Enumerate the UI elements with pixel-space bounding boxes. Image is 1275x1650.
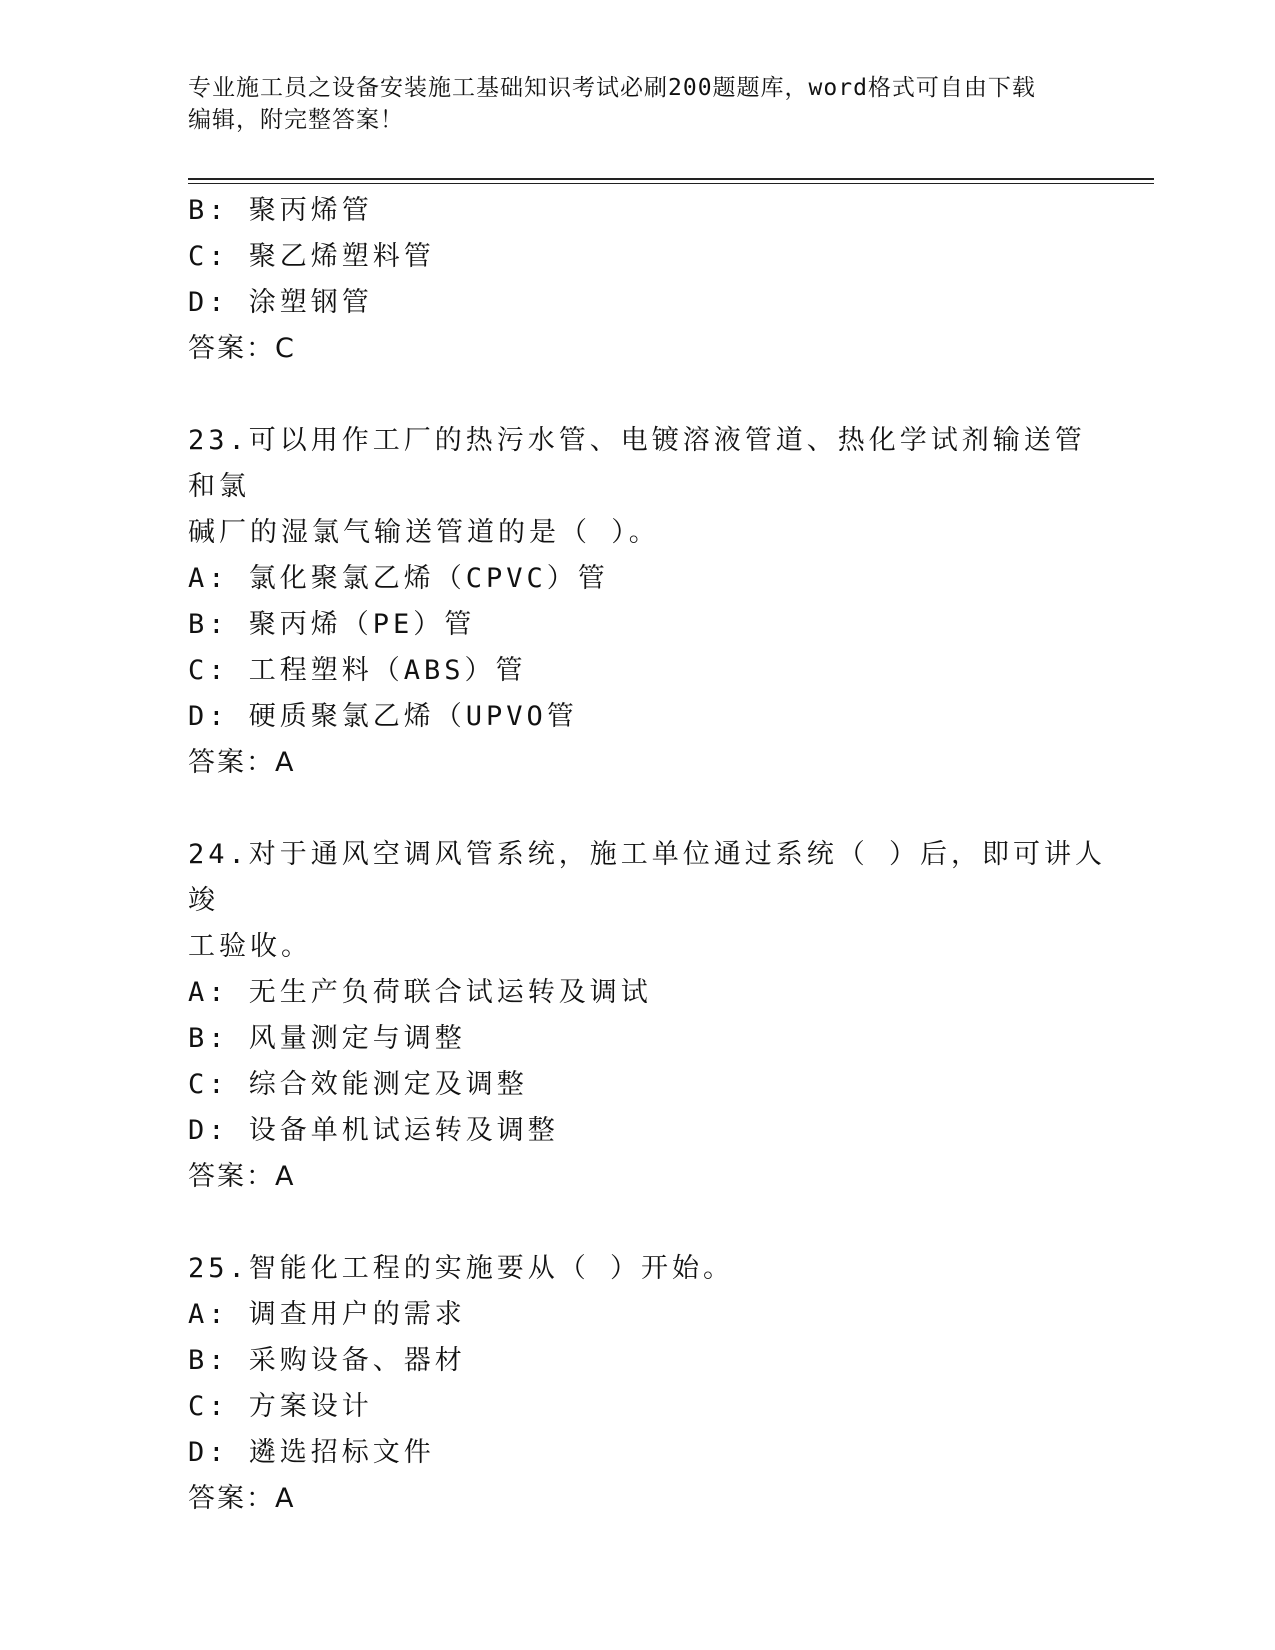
question-text	[188, 418, 1108, 556]
question-text-line-2: 工验收。	[188, 931, 312, 962]
question-list	[188, 188, 1108, 1522]
option-a: A: 调查用户的需求	[188, 1299, 466, 1330]
option-d: D: 设备单机试运转及调整	[188, 1115, 559, 1146]
spacer	[188, 786, 1108, 832]
question-23	[188, 418, 1108, 786]
spacer	[188, 372, 1108, 418]
question-text-line-1: 25.智能化工程的实施要从（ ）开始。	[188, 1253, 735, 1284]
header-divider	[188, 178, 1154, 180]
option-a: A: 氯化聚氯乙烯（CPVC）管	[188, 563, 609, 594]
header-line-1: 专业施工员之设备安装施工基础知识考试必刷200题题库，word格式可自由下载	[188, 75, 1036, 101]
question-text-line-1: 23.可以用作工厂的热污水管、电镀溶液管道、热化学试剂输送管和氯	[188, 425, 1086, 502]
answer: 答案：A	[188, 1161, 296, 1192]
header-line-2: 编辑，附完整答案！	[188, 107, 404, 133]
answer: 答案：A	[188, 1483, 296, 1514]
question-24	[188, 832, 1108, 1200]
option-b: B: 聚丙烯管	[188, 195, 373, 226]
question-25	[188, 1246, 1108, 1522]
question-text	[188, 832, 1108, 970]
question-text-line-2: 碱厂的湿氯气输送管道的是（ ）。	[188, 517, 660, 548]
option-d: D: 硬质聚氯乙烯（UPVO管	[188, 701, 578, 732]
answer: 答案：C	[188, 333, 296, 364]
option-c: C: 方案设计	[188, 1391, 373, 1422]
option-c: C: 综合效能测定及调整	[188, 1069, 528, 1100]
option-b: B: 聚丙烯（PE）管	[188, 609, 476, 640]
document-header	[188, 72, 1088, 136]
option-b: B: 采购设备、器材	[188, 1345, 466, 1376]
spacer	[188, 1200, 1108, 1246]
header-divider-thin	[188, 183, 1154, 184]
question-text	[188, 1246, 1108, 1292]
option-d: D: 涂塑钢管	[188, 287, 373, 318]
answer: 答案：A	[188, 747, 296, 778]
question-22-tail	[188, 188, 1108, 372]
option-b: B: 风量测定与调整	[188, 1023, 466, 1054]
option-a: A: 无生产负荷联合试运转及调试	[188, 977, 652, 1008]
option-c: C: 工程塑料（ABS）管	[188, 655, 527, 686]
option-d: D: 遴选招标文件	[188, 1437, 435, 1468]
question-text-line-1: 24.对于通风空调风管系统，施工单位通过系统（ ）后，即可讲人竣	[188, 839, 1107, 916]
option-c: C: 聚乙烯塑料管	[188, 241, 435, 272]
